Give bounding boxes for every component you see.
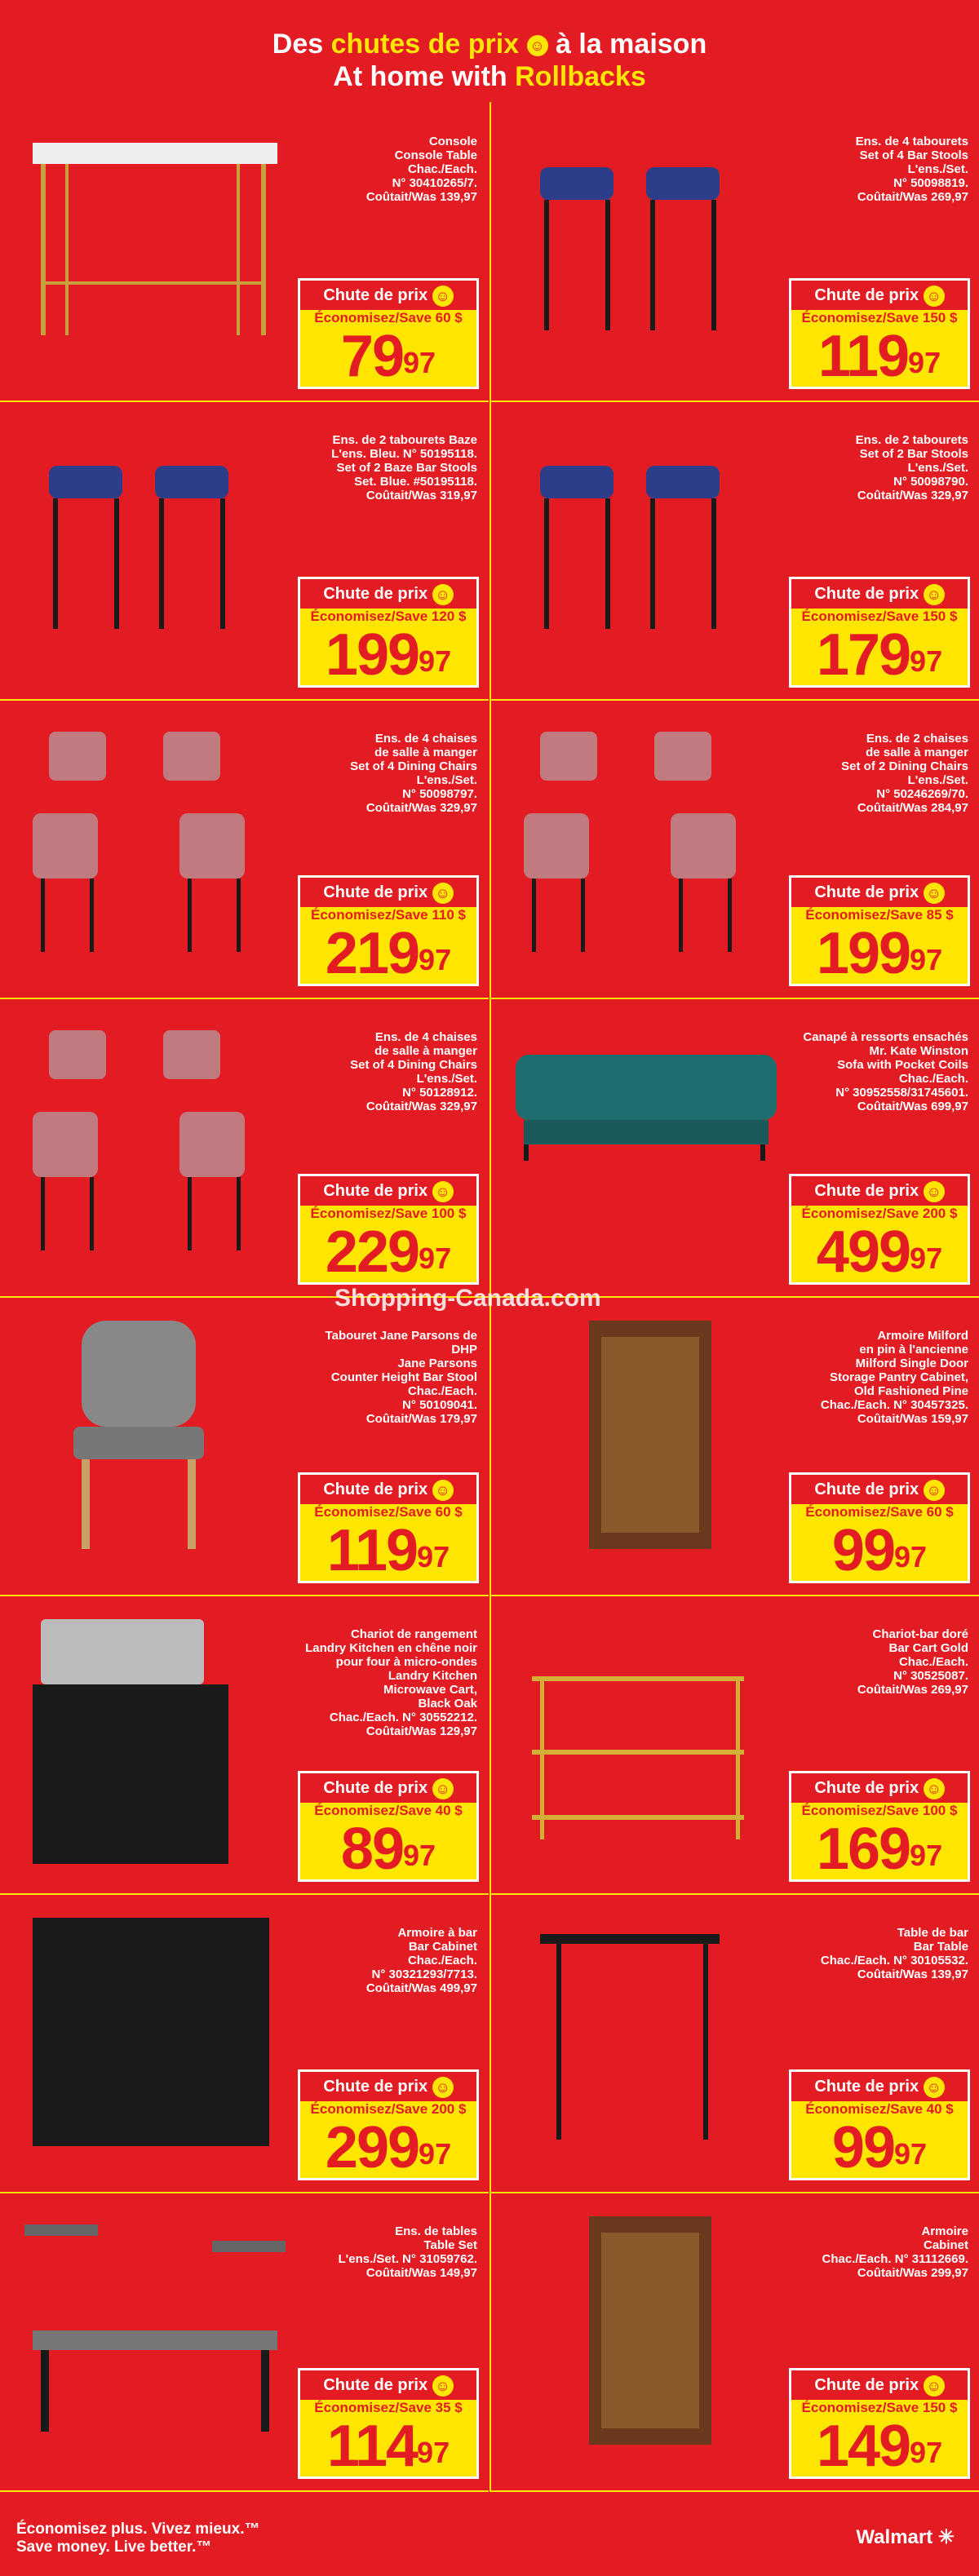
product-info	[298, 433, 477, 502]
product-info-line: Table de bar	[897, 1926, 968, 1940]
smiley-icon: ☺	[924, 584, 945, 605]
price-box	[298, 2069, 479, 2180]
rollback-label: Chute de prix ☺	[791, 1475, 968, 1504]
price-box	[789, 1771, 970, 1882]
price-dollars: 119	[326, 1518, 418, 1583]
price-box	[789, 2069, 970, 2180]
product-info-line: Coûtait/Was 269,97	[857, 1683, 968, 1697]
product-tile[interactable]	[490, 998, 979, 1298]
product-info-line: Bar Cart Gold	[888, 1641, 968, 1655]
product-info-line: Old Fashioned Pine	[853, 1384, 968, 1398]
sale-price	[791, 326, 968, 387]
cabinet-icon	[507, 1312, 785, 1561]
product-info-line: Console Table	[394, 148, 477, 162]
product-info-line: de salle à manger	[866, 746, 968, 759]
smiley-icon: ☺	[924, 1778, 945, 1799]
product-info-line: Ens. de 2 tabourets Baze	[332, 433, 477, 447]
savings-text: Économisez/Save 200 $	[801, 1206, 958, 1221]
product-info-line: Coûtait/Was 329,97	[857, 489, 968, 502]
product-info-line: N° 50109041.	[402, 1398, 477, 1412]
product-info-line: Landry Kitchen	[388, 1669, 477, 1683]
price-cents: 97	[910, 943, 943, 976]
sale-price	[791, 2115, 968, 2180]
price-cents: 97	[403, 1839, 436, 1872]
price-box	[789, 875, 970, 986]
sale-price	[300, 2115, 476, 2180]
header-text: At home with	[333, 61, 516, 92]
product-info-line: Chac./Each. N° 31112669.	[822, 2252, 968, 2266]
product-info-line: Set of 2 Baze Bar Stools	[336, 461, 477, 475]
product-info-line: L'ens./Set. N° 31059762.	[338, 2252, 477, 2266]
product-info-line: pour four à micro-ondes	[335, 1655, 477, 1669]
product-info-line: N° 50246269/70.	[876, 787, 968, 801]
header-highlight: chutes de prix	[330, 29, 520, 60]
product-info	[298, 2224, 477, 2280]
price-dollars: 99	[831, 1518, 895, 1583]
product-info	[298, 1926, 477, 1995]
product-info-line: L'ens. Bleu. N° 50195118.	[331, 447, 477, 461]
product-info	[298, 732, 477, 815]
smiley-icon: ☺	[432, 1480, 454, 1501]
price-dollars: 179	[816, 622, 910, 688]
product-info-line: Ens. de 4 chaises	[374, 732, 477, 746]
smiley-icon: ☺	[924, 2077, 945, 2098]
bar-stool-icon	[16, 1312, 294, 1561]
smiley-icon: ☺	[432, 584, 454, 605]
savings-text: Économisez/Save 85 $	[805, 907, 954, 923]
product-info-line: Coûtait/Was 299,97	[857, 2266, 968, 2280]
product-info-line: Chac./Each.	[407, 162, 477, 176]
dining-chairs-icon	[16, 715, 294, 964]
smiley-icon: ☺	[432, 1181, 454, 1202]
product-info	[298, 1030, 477, 1113]
product-info-line: Chariot de rangement	[350, 1627, 477, 1641]
bar-table-icon	[507, 1910, 785, 2158]
product-info-line: Chac./Each.	[407, 1954, 477, 1967]
product-info-line: N° 50098819.	[893, 176, 968, 190]
price-box	[789, 1472, 970, 1583]
price-cents: 97	[419, 2137, 452, 2171]
product-info-line: Jane Parsons	[397, 1357, 477, 1370]
sale-price	[791, 1817, 968, 1882]
product-info-line: Table Set	[423, 2238, 477, 2252]
product-info	[789, 433, 968, 502]
product-tile[interactable]	[490, 401, 979, 701]
sale-price	[791, 2414, 968, 2479]
sale-price	[791, 923, 968, 984]
product-info-line: Set of 2 Dining Chairs	[841, 759, 968, 773]
product-info	[298, 135, 477, 204]
product-tile[interactable]	[0, 102, 489, 402]
smiley-icon: ☺	[432, 285, 454, 307]
product-info-line: Chac./Each.	[898, 1072, 968, 1086]
product-info-line: Bar Cabinet	[408, 1940, 477, 1954]
flyer-header	[0, 0, 979, 98]
product-info-line: Armoire Milford	[877, 1329, 968, 1343]
product-tile[interactable]	[490, 699, 979, 999]
product-info-line: Ens. de 2 tabourets	[855, 433, 968, 447]
price-cents: 97	[419, 1242, 452, 1275]
smiley-icon: ☺	[924, 2375, 945, 2397]
product-tile[interactable]	[490, 1595, 979, 1895]
product-info-line: N° 30525087.	[893, 1669, 968, 1683]
sale-price	[300, 326, 476, 387]
product-info-line: Coûtait/Was 284,97	[857, 801, 968, 815]
product-info-line: Coûtait/Was 319,97	[365, 489, 477, 502]
price-box	[298, 1472, 479, 1583]
product-info-line: Coûtait/Was 329,97	[365, 1100, 477, 1113]
product-info-line: Black Oak	[418, 1697, 477, 1711]
rollback-label: Chute de prix ☺	[300, 1475, 476, 1504]
rollback-label: Chute de prix ☺	[791, 281, 968, 310]
bar-cabinet-icon	[16, 1910, 294, 2158]
rollback-label: Chute de prix ☺	[300, 579, 476, 609]
product-tile[interactable]	[490, 2192, 979, 2492]
product-info-line: Set of 4 Dining Chairs	[350, 759, 477, 773]
price-dollars: 114	[326, 2414, 418, 2479]
rollback-label: Chute de prix ☺	[300, 1773, 476, 1803]
sale-price	[300, 1817, 476, 1882]
price-cents: 97	[910, 1839, 943, 1872]
product-info-line: Coûtait/Was 329,97	[365, 801, 477, 815]
smiley-icon: ☺	[924, 285, 945, 307]
savings-text: Économisez/Save 100 $	[801, 1803, 958, 1818]
product-info-line: Coûtait/Was 699,97	[857, 1100, 968, 1113]
rollback-label: Chute de prix ☺	[300, 1176, 476, 1206]
product-tile[interactable]	[0, 699, 489, 999]
rollback-label: Chute de prix ☺	[300, 878, 476, 907]
sale-price	[300, 622, 476, 688]
rollback-label: Chute de prix ☺	[791, 878, 968, 907]
bar-stools-icon	[507, 118, 785, 351]
product-info-line: de salle à manger	[374, 746, 477, 759]
price-cents: 97	[910, 2436, 943, 2469]
price-box	[789, 2368, 970, 2479]
price-cents: 97	[894, 1540, 928, 1573]
smiley-icon: ☺	[432, 2375, 454, 2397]
price-cents: 97	[417, 1540, 450, 1573]
price-box	[298, 2368, 479, 2479]
product-info-line: Storage Pantry Cabinet,	[829, 1370, 968, 1384]
savings-text: Économisez/Save 150 $	[801, 2400, 958, 2415]
product-tile[interactable]	[0, 1296, 489, 1596]
product-info-line: Coûtait/Was 269,97	[857, 190, 968, 204]
product-tile[interactable]	[0, 2192, 489, 2492]
console-table-icon	[16, 118, 294, 351]
flyer-footer	[0, 2496, 979, 2576]
product-info-line: Milford Single Door	[855, 1357, 968, 1370]
cabinet-icon	[507, 2208, 785, 2457]
product-info-line: N° 30952558/31745601.	[835, 1086, 968, 1100]
product-info-line: Coûtait/Was 149,97	[365, 2266, 477, 2280]
smiley-icon: ☺	[432, 1778, 454, 1799]
product-info-line: Ens. de tables	[395, 2224, 477, 2238]
product-info-line: Armoire à bar	[397, 1926, 477, 1940]
sale-price	[300, 923, 476, 984]
smiley-icon: ☺	[527, 35, 548, 56]
product-info-line: Ens. de 4 chaises	[374, 1030, 477, 1044]
product-info-line: Set of 4 Dining Chairs	[350, 1058, 477, 1072]
product-info-line: Chac./Each. N° 30105532.	[820, 1954, 968, 1967]
product-info-line: Console	[428, 135, 477, 148]
rollback-label: Chute de prix ☺	[300, 281, 476, 310]
savings-text: Économisez/Save 60 $	[805, 1504, 954, 1520]
slogan	[16, 2521, 259, 2556]
product-info-line: en pin à l'ancienne	[859, 1343, 968, 1357]
price-box	[298, 577, 479, 688]
product-info	[789, 732, 968, 815]
savings-text: Économisez/Save 110 $	[311, 907, 466, 923]
product-info-line: N° 30321293/7713.	[371, 1967, 477, 1981]
product-info-line: Coûtait/Was 139,97	[365, 190, 477, 204]
price-cents: 97	[910, 1242, 943, 1275]
savings-text: Économisez/Save 40 $	[805, 2101, 954, 2117]
sale-price	[300, 1520, 476, 1581]
savings-text: Économisez/Save 120 $	[310, 609, 467, 624]
savings-text: Économisez/Save 60 $	[314, 1504, 463, 1520]
header-text: à la maison	[547, 29, 707, 60]
rollback-label: Chute de prix ☺	[791, 1176, 968, 1206]
product-info-line: Set of 2 Bar Stools	[859, 447, 968, 461]
header-line-en	[0, 60, 979, 93]
product-info	[789, 1329, 968, 1426]
price-dollars: 169	[816, 1817, 910, 1882]
price-dollars: 79	[340, 324, 404, 389]
price-cents: 97	[403, 346, 436, 379]
rollback-label: Chute de prix ☺	[791, 2370, 968, 2400]
product-tile[interactable]	[490, 1893, 979, 2193]
product-tile[interactable]	[490, 102, 979, 402]
product-info-line: Counter Height Bar Stool	[330, 1370, 477, 1384]
product-info	[789, 135, 968, 204]
product-info-line: N° 50128912.	[402, 1086, 477, 1100]
sale-price	[300, 1219, 476, 1285]
slogan-fr: Économisez plus. Vivez mieux.™	[16, 2521, 260, 2538]
price-dollars: 499	[816, 1219, 910, 1285]
header-line-fr	[0, 28, 979, 60]
product-info-line: DHP	[451, 1343, 477, 1357]
smiley-icon: ☺	[924, 883, 945, 904]
product-info-line: Armoire	[921, 2224, 968, 2238]
product-info-line: Set. Blue. #50195118.	[354, 475, 477, 489]
table-set-icon	[16, 2208, 294, 2457]
smiley-icon: ☺	[924, 1480, 945, 1501]
product-info-line: L'ens./Set.	[907, 162, 968, 176]
walmart-logo: Walmart ✳	[856, 2526, 955, 2548]
sale-price	[791, 1520, 968, 1581]
bar-stools-icon	[16, 417, 294, 649]
product-tile[interactable]	[0, 1893, 489, 2193]
product-info-line: L'ens./Set.	[416, 1072, 477, 1086]
savings-text: Économisez/Save 150 $	[801, 609, 958, 624]
rollback-label: Chute de prix ☺	[791, 579, 968, 609]
product-info-line: Mr. Kate Winston	[869, 1044, 968, 1058]
smiley-icon: ☺	[432, 883, 454, 904]
price-cents: 97	[894, 2137, 928, 2171]
product-info	[298, 1329, 477, 1426]
rollback-label: Chute de prix ☺	[300, 2370, 476, 2400]
smiley-icon: ☺	[924, 1181, 945, 1202]
product-tile[interactable]	[490, 1296, 979, 1596]
price-box	[298, 278, 479, 389]
price-dollars: 199	[325, 622, 419, 688]
price-cents: 97	[419, 644, 452, 678]
savings-text: Économisez/Save 60 $	[314, 310, 463, 325]
product-info	[789, 1627, 968, 1697]
product-info-line: Coûtait/Was 179,97	[365, 1412, 477, 1426]
header-text: Des	[272, 29, 331, 60]
header-highlight: Rollbacks	[515, 61, 646, 92]
price-dollars: 99	[831, 2115, 895, 2180]
price-cents: 97	[908, 346, 941, 379]
rollback-label: Chute de prix ☺	[791, 2072, 968, 2101]
price-box	[298, 1771, 479, 1882]
dining-chairs-icon	[507, 715, 785, 964]
bar-cart-icon	[507, 1611, 785, 1860]
slogan-en: Save money. Live better.™	[16, 2538, 212, 2556]
product-info-line: Sofa with Pocket Coils	[837, 1058, 968, 1072]
product-info-line: Cabinet	[923, 2238, 968, 2252]
product-info-line: Ens. de 2 chaises	[866, 732, 968, 746]
savings-text: Économisez/Save 35 $	[314, 2400, 463, 2415]
price-box	[789, 1174, 970, 1285]
sale-price	[300, 2414, 476, 2479]
product-info-line: L'ens./Set.	[907, 461, 968, 475]
price-cents: 97	[910, 644, 943, 678]
product-info-line: Ens. de 4 tabourets	[855, 135, 968, 148]
savings-text: Économisez/Save 100 $	[310, 1206, 467, 1221]
price-dollars: 219	[325, 921, 419, 986]
price-cents: 97	[419, 943, 452, 976]
savings-text: Économisez/Save 40 $	[314, 1803, 463, 1818]
price-dollars: 199	[816, 921, 910, 986]
product-info-line: L'ens./Set.	[416, 773, 477, 787]
watermark: Shopping-Canada.com	[334, 1285, 601, 1312]
price-box	[298, 1174, 479, 1285]
price-box	[298, 875, 479, 986]
product-info-line: Chac./Each.	[898, 1655, 968, 1669]
sofa-icon	[507, 1014, 785, 1181]
bar-stools-icon	[507, 417, 785, 649]
savings-text: Économisez/Save 200 $	[310, 2101, 467, 2117]
price-cents: 97	[417, 2436, 450, 2469]
product-info	[789, 1030, 968, 1113]
savings-text: Économisez/Save 150 $	[801, 310, 958, 325]
product-tile[interactable]	[0, 1595, 489, 1895]
microwave-cart-icon	[16, 1611, 294, 1876]
product-tile[interactable]	[0, 401, 489, 701]
product-info-line: Coûtait/Was 129,97	[365, 1724, 477, 1738]
product-info-line: Chac./Each.	[407, 1384, 477, 1398]
product-info-line: N° 30410265/7.	[392, 176, 477, 190]
rollback-label: Chute de prix ☺	[300, 2072, 476, 2101]
product-info	[789, 2224, 968, 2280]
price-dollars: 89	[340, 1817, 404, 1882]
product-tile[interactable]	[0, 998, 489, 1298]
price-dollars: 229	[325, 1219, 419, 1285]
product-info-line: Canapé à ressorts ensachés	[803, 1030, 968, 1044]
product-info-line: Microwave Cart,	[383, 1683, 477, 1697]
product-info-line: Coûtait/Was 139,97	[857, 1967, 968, 1981]
price-box	[789, 577, 970, 688]
product-info-line: Bar Table	[913, 1940, 968, 1954]
product-info-line: N° 50098797.	[402, 787, 477, 801]
rollback-label: Chute de prix ☺	[791, 1773, 968, 1803]
sale-price	[791, 1219, 968, 1285]
smiley-icon: ☺	[432, 2077, 454, 2098]
product-info-line: L'ens./Set.	[907, 773, 968, 787]
product-info-line: Chac./Each. N° 30552212.	[329, 1711, 477, 1724]
product-info-line: N° 50098790.	[893, 475, 968, 489]
product-info	[789, 1926, 968, 1981]
product-info-line: Coûtait/Was 499,97	[365, 1981, 477, 1995]
product-info-line: de salle à manger	[374, 1044, 477, 1058]
product-info-line: Set of 4 Bar Stools	[859, 148, 968, 162]
product-info-line: Coûtait/Was 159,97	[857, 1412, 968, 1426]
dining-chairs-icon	[16, 1014, 294, 1263]
product-info-line: Landry Kitchen en chêne noir	[305, 1641, 477, 1655]
product-info-line: Chac./Each. N° 30457325.	[820, 1398, 968, 1412]
product-info-line: Tabouret Jane Parsons de	[325, 1329, 477, 1343]
price-dollars: 149	[816, 2414, 910, 2479]
sale-price	[791, 622, 968, 688]
price-box	[789, 278, 970, 389]
product-info	[298, 1627, 477, 1738]
product-info-line: Chariot-bar doré	[872, 1627, 968, 1641]
price-dollars: 299	[325, 2115, 419, 2180]
price-dollars: 119	[817, 324, 909, 389]
